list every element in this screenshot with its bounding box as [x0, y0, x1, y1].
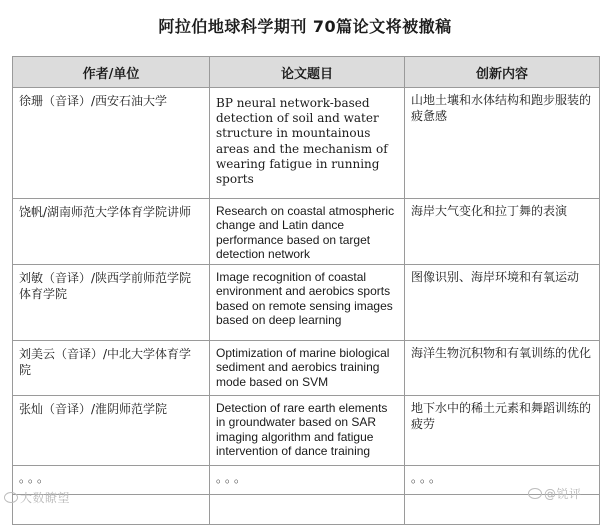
ellipsis-cell: 。。。 [405, 466, 600, 495]
paper-title-cell: Research on coastal atmospheric change and Latin dance performance based on target detection network [210, 199, 405, 265]
table-row [13, 341, 600, 396]
ellipsis-cell: 。。。 [13, 466, 210, 495]
table-row [13, 396, 600, 466]
innovation-cell: 海洋生物沉积物和有氧训练的优化 [405, 341, 600, 396]
watermark-left [4, 489, 70, 506]
innovation-cell: 海岸大气变化和拉丁舞的表演 [405, 199, 600, 265]
logo-icon [4, 492, 18, 503]
innovation-cell: 图像识别、海岸环境和有氧运动 [405, 265, 600, 341]
header-innovation: 创新内容 [405, 57, 600, 88]
header-author: 作者/单位 [13, 57, 210, 88]
paper-title-cell: Image recognition of coastal environment and aerobics sports based on remote sensing images based on deep learning [210, 265, 405, 341]
weibo-icon [528, 488, 542, 499]
ellipsis-cell: 。。。 [210, 466, 405, 495]
author-cell: 刘敏（音译）/陕西学前师范学院体育学院 [13, 265, 210, 341]
table-row-empty [13, 495, 600, 525]
watermark-right-text: @锐评 [544, 487, 582, 501]
innovation-cell: 地下水中的稀土元素和舞蹈训练的疲劳 [405, 396, 600, 466]
table-header-row [13, 57, 600, 88]
table-row [13, 88, 600, 199]
paper-title-cell: Detection of rare earth elements in groundwater based on SAR imaging algorithm and fatigue intervention of dance training [210, 396, 405, 466]
author-cell: 刘美云（音译）/中北大学体育学院 [13, 341, 210, 396]
author-cell: 徐珊（音译）/西安石油大学 [13, 88, 210, 199]
table-row [13, 199, 600, 265]
table-row [13, 265, 600, 341]
paper-title-cell: Optimization of marine biological sediment and aerobics training mode based on SVM [210, 341, 405, 396]
table-row-ellipsis [13, 466, 600, 495]
retraction-table [12, 56, 600, 525]
page-title: 阿拉伯地球科学期刊 70篇论文将被撤稿 [158, 17, 452, 36]
author-cell: 饶帆/湖南师范大学体育学院讲师 [13, 199, 210, 265]
author-cell: 张灿（音译）/淮阴师范学院 [13, 396, 210, 466]
empty-cell [210, 495, 405, 525]
paper-title-cell: BP neural network-based detection of soil and water structure in mountainous areas and the mechanism of wearing fatigue in running sports [210, 88, 405, 199]
header-paper-title: 论文题目 [210, 57, 405, 88]
watermark-left-text: 大数瞭望 [20, 491, 71, 505]
watermark-right [528, 485, 582, 502]
innovation-cell: 山地土壤和水体结构和跑步服装的疲惫感 [405, 88, 600, 199]
